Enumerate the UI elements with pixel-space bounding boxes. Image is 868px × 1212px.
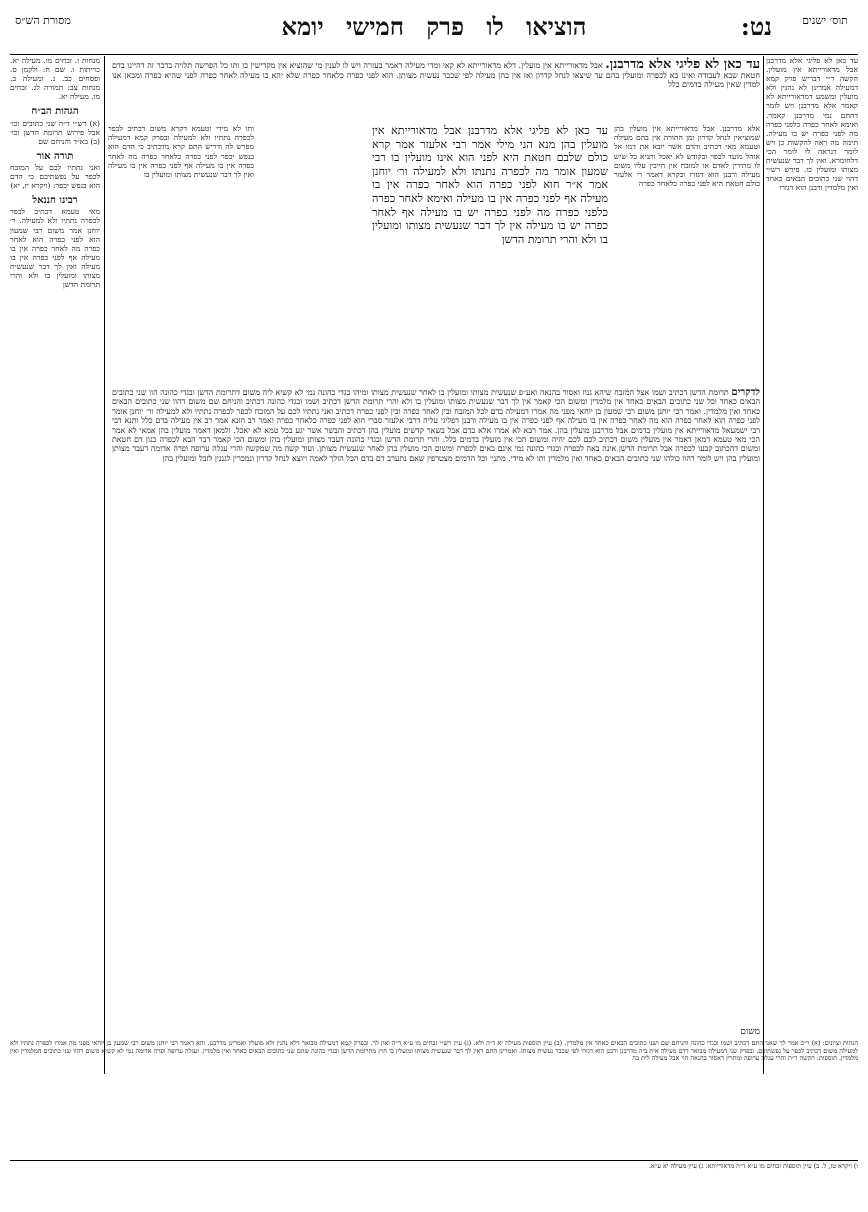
- hagahot-text: (א) רש״י ד״ה שני כתובים וכו׳ אבל פירוש תרומת הדשן וכו׳ (ב) בא״ד והניחם שם: [10, 118, 100, 146]
- footnote-divider: [10, 1160, 858, 1161]
- torah-or-title: תורה אור: [36, 150, 74, 162]
- rabbeinu-chananel-title: רבינו חננאל: [32, 195, 78, 207]
- commentary-main-body: [112, 388, 760, 1024]
- commentary-wrap-right: [614, 124, 760, 384]
- right-margin-label: תוס׳ ישנים: [802, 14, 848, 27]
- column-divider-left: [104, 56, 105, 1074]
- commentary-top-text: אבל מדאורייתא אין מועלין. דלא מדאורייתא לא קאי ומדי מעילה דאמר בעזרה ויש לו לענין מי שהוציא אין מקדישין בו ותו כל הפרשה תלויה בדבר זה דהיינו בדם חטאת שבא לעבודה ואינו בא לכפרה ומועלין בהם עד שיצאו לנחל קדרון ואז אין בהן מעילה לפי שכבר נעשית מצותן. הוא לפני כפרה כלאחר כפרה שלא יהא בו מעילה לאחר כפרה לפני שהיא כפרה ומכאן אנו למדין שאין מעילה בדמים כלל: [112, 61, 760, 90]
- gemara-main-text: [372, 124, 608, 246]
- torah-or-text: ואני נתתיו לכם על המזבח לכפר על נפשתיכם כי הדם הוא בנפש יכפר: (ויקרא יז, יא): [10, 162, 100, 191]
- tosafot-yeshanim-column: [766, 56, 858, 1074]
- mesoret-hashas-text: מנחות ו. זבחים מו. מעילה יא. כריתות ו. שם ח: ולקמן ס. ופסחים כב. נ. ומעילה ב. מנחות צב: תמורה לג. זבחים מו. מעילה יא.: [10, 56, 100, 102]
- bottom-notes-text: הגהות וציונים: (א) ר״ב אמר לך שאני התם דכתיב ושמו ובגדי כהונה והניחם שם ושני כתובים הבאים כאחד אין מלמדין. (ב) עיין תוספות מעילה יא ד״ה ולא. (ג) עיין רש״י זבחים מו ע״א ד״ה ואין לך. ובפרק קמא דמעילה מבואר דלא נהנין ולא מועלין ואמרינן מדרבנן. והא דאמר רבי יוחנן משום רבי שמעון בן יוחאי מפני מה אמרו לכפרה נתתיו ולא למעילה משום דכתיב לכפר על נפשתיכם. ובפרק שני דמעילה מבואר דדם מעילה אית ביה מדרבנן ורבנן הוא דגזרו לפי שכבר נעשית מצותו. ואמרינן התם דאין לך דבר שנעשית מצותו ומועלין בו חוץ מתרומת הדשן ובגדי כהונה שהם שני כתובים הבאים כאחד ואין מלמדין. ועגלה ערופה ופרה אדומה נמי לא קשיא משום דהוו שני כתובים המלמדין ואין מלמדין. תוספות: הקשה ר״ת והרי עגלה ערופה ומתרץ דאסור בהנאה הוי אבל מעילה לית בה: [10, 1040, 858, 1063]
- gemara-text: עד כאן לא פליגי אלא מדרבנן אבל מדאורייתא אין מועלין בהן מנא הני מילי אמר רבי אלעזר אמר קרא כולם שלבם חטאת היא לפני הוא אינו מועלין בו רבי שמעון אומר מה לכפרה נתנתו ולא למעילה ור׳ יוחנן אמר א״ר חוא לפני כפרה הוא לאחר כפרה אין בו מעילה אף לפני כפרה אין בו מעילה ואימא לאחר כפרה כלפני כפרה מה לפני כפרה יש בו מעילה אף לאחר כפרה יש בו מעילה אין לך דבר שנעשית מצותו ומועלין בו ולא והרי תרומת הדשן: [372, 124, 608, 246]
- main-body-text: תרומת הדשן דכתיב ושמו אצל המזבח שיהא גנוז ואסור בהנאה ואע״פ שנעשית מצותו ומועלין בו לאחר שנעשית מצותו ומיהו בגדי כהונה נמי לא קשיא ליה משום דתרומת הדשן ובגדי כהונה הוו שני כתובים הבאים כאחד וכל שני כתובים הבאים כאחד אין מלמדין ומשום הכי קאמר אין לך דבר שנעשית מצותו ומועלין בו ולא והרי תרומת הדשן דכתיב ושמו ובגדי כהונה דכתיב והניחם שם משום דהוו שני כתובים הבאים כאחד ואין מלמדין. ואמר רבי יוחנן משום רבי שמעון בן יוחאי מפני מה אמרו דמעילה בדם לכל המזבח ובין לאחר כפרה ובין לפני כפרה דכתיב ואני נתתיו לכם על המזבח לכפר לכפרה נתתיו ולא למעילה ור׳ יוחנן אומר לפני כפרה הוא לאחר כפרה הוא מה לאחר כפרה אין בו מעילה אף לפני כפרה אין בו מעילה ורבנן דפליגי עליה דרבי אלעזר סברי הוא לפני כפרה כלאחר כפרה ואמר רב הונא אמר רב אין מעילה בדם כלל ותנא דבי רבי ישמעאל מדאורייתא אין מועלין בדמים אבל מדרבנן מועלין בהן. אמר רבא לא אמרו אלא בדם אבל בשאר קדשים מועלין בהן דכתיב והבשר אשר יגע בכל טמא לא יאכל. ולמאן דאמר מועלין בהן אמאי לא אמר הכי מאי טעמא דמאן דאמר אין מועלין משום דכתיב לכם לכם יהיה ומשום הכי אין מועלין בדמים כלל. והרי תרומת הדשן ובגדי כהונה דעבד מצותן ומועלין בהן ומשום הכי קאמר דבר הבא לכפרה כגון דם חטאת ומשום דהכתוב קבעו לכפרה אבל תרומת הדשן אינה באה לכפרה ובגדי כהונה נמי אינם באים לכפרה ומשום הכי מועלין בהן לאחר שנעשית מצותן. ועוד קשה מה שמקשה והרי עגלה ערופה ופרה אדומה דעבד מצותן ומועלין בהן ויש לומר דהוו כולהו שני כתובים הבאים כאחד ואין מלמדין ותו לא מידי. מתני׳ וכל הדמים מצטרפין שאם נתערב דם בדם הכל הולך לאמה ויוצא לנחל קדרון ונמכרין לגננין לזבל ומועלין בהן: [112, 388, 760, 463]
- main-body-lead: לדקרים: [731, 388, 760, 398]
- tosafot-yeshanim-text: עד כאן לא פליגי אלא מדרבנן אבל מדאורייתא אין מועלין. הקשה ר״י דבריש פרק קמא דמעילה אמרינן לא נהנין ולא מועלין ומשמע דמדאורייתא לא קאמר אלא מדרבנן ויש לומר דהתם נמי מדרבנן קאמר. ואימא לאחר כפרה כלפני כפרה מה לפני כפרה יש בו מעילה. תימה מה ראה להקשות כן ויש לומר דנראה לו לומר הכי דלחומרא. ואין לך דבר שנעשית מצותו ומועלין בו. פירש רש״י דהוי שני כתובים הבאים כאחד ואין מלמדין ורבנן הוא דגזרו: [766, 56, 858, 193]
- catchword: משום: [740, 1027, 760, 1037]
- folio-number: נט:: [740, 12, 772, 41]
- bottom-notes: [10, 1040, 858, 1156]
- column-divider-right: [763, 56, 764, 1074]
- commentary-wrap-left-text: ותו לא מידי וטעמא דקרא משום דכתיב לכפר לכפרה נתתיו ולא למעילה ובפרק קמא דמעילה מפרש לה ודריש התם קרא מדכתיב כי הדם הוא בנפש יכפר לפני כפרה כלאחר כפרה מה לאחר כפרה אין בו מעילה אף לפני כפרה אין בו מעילה ואין לך דבר שנעשית מצותו ומועלין בו: [108, 124, 254, 180]
- left-margin-column: [10, 56, 100, 1074]
- commentary-top-block: [112, 57, 760, 90]
- hagahot-title: הגהות הב״ח: [31, 106, 79, 118]
- left-margin-label: מסורת הש״ס: [15, 14, 71, 27]
- commentary-lead-words: עד כאן לא פליגי אלא מדרבנן.: [605, 57, 760, 72]
- commentary-wrap-right-text: אלא מדרבנן. אבל מדאורייתא אין מועלין בהן שמוציאין לנחל קדרון ומן התורה אין בהם מעילה וטעמא מאי דכתיב והדם אשר יובא את דמו אל אוהל מועד לכפר ובקודש לא יאכל ותניא כל שיש לו מתירין לאדם או למזבח אין חייבין עליו משום מעילה ורבנן הוא דגזרו ובקרא דאמר ר׳ אלעזר כולם חטאת היא לפני כפרה כלאחר כפרה: [614, 124, 760, 189]
- commentary-wrap-left: [108, 124, 254, 384]
- page-header: [10, 8, 858, 55]
- footnote: ו) ויקרא טז, ל. ב) עיין תוספות זבחים מו ע״א ד״ה מדאורייתא. ג) עיין מעילה יא ע״א.: [649, 1162, 858, 1170]
- page-title: הוציאו לו פרק חמישי יומא: [281, 12, 587, 41]
- rabbeinu-chananel-text: מאי טעמא דכתיב לכפר לכפרה נתתיו ולא למעילה. ר׳ יוחנן אמר משום רבי שמעון הוא לפני כפרה הוא לאחר כפרה מה לאחר כפרה אין בו מעילה אף לפני כפרה אין בו מעילה ואין לך דבר שנעשית מצותו ומועלין בו ולא והרי תרומת הדשן: [10, 207, 100, 290]
